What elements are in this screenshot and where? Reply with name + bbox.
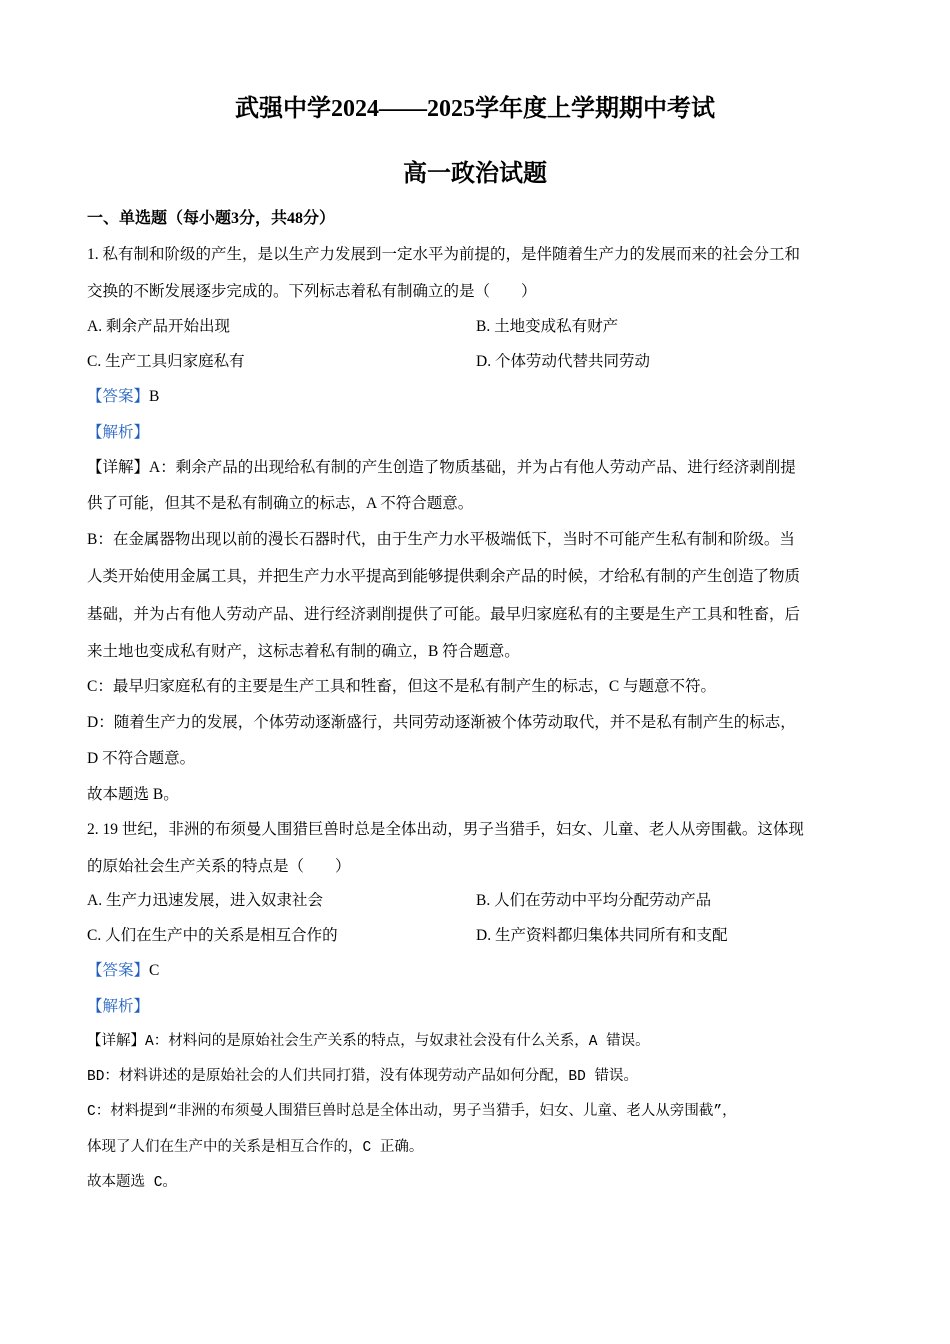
q2-stem-line: 2. 19 世纪，非洲的布须曼人围猎巨兽时总是全体出动，男子当猎手，妇女、儿童、老人从旁围截。这体现 xyxy=(87,821,804,838)
exam-title: 武强中学2024——2025学年度上学期期中考试 xyxy=(235,96,715,122)
q1-option-b: B. 土地变成私有财产 xyxy=(476,318,619,335)
q1-detail-line: D 不符合题意。 xyxy=(87,750,196,767)
q1-detail-line: B：在金属器物出现以前的漫长石器时代，由于生产力水平极端低下，当时不可能产生私有制和阶级。当 xyxy=(87,531,795,548)
q2-option-b: B. 人们在劳动中平均分配劳动产品 xyxy=(476,892,712,909)
q1-detail-line: 基础，并为占有他人劳动产品、进行经济剥削提供了可能。最早归家庭私有的主要是生产工具和牲畜，后 xyxy=(87,606,801,623)
q1-conclusion: 故本题选 B。 xyxy=(87,786,179,803)
q2-detail-line: BD：材料讲述的是原始社会的人们共同打猎，没有体现劳动产品如何分配，BD 错误。 xyxy=(87,1069,639,1085)
q1-option-c: C. 生产工具归家庭私有 xyxy=(87,353,245,370)
q1-detail-line: C：最早归家庭私有的主要是生产工具和牲畜，但这不是私有制产生的标志，C 与题意不符。 xyxy=(87,678,717,695)
q2-option-c: C. 人们在生产中的关系是相互合作的 xyxy=(87,927,338,944)
q1-stem-line: 交换的不断发展逐步完成的。下列标志着私有制确立的是（ ） xyxy=(87,283,537,300)
exam-subtitle: 高一政治试题 xyxy=(403,161,547,187)
answer-value: B xyxy=(149,388,160,405)
section-heading: 一、单选题（每小题3分，共48分） xyxy=(87,210,336,227)
q1-stem-line: 1. 私有制和阶级的产生，是以生产力发展到一定水平为前提的，是伴随着生产力的发展而来的社会分工和 xyxy=(87,246,801,263)
answer-tag: 【答案】 xyxy=(87,962,150,979)
q2-option-a: A. 生产力迅速发展，进入奴隶社会 xyxy=(87,892,323,909)
q1-detail-line: 【详解】A：剩余产品的出现给私有制的产生创造了物质基础，并为占有他人劳动产品、进行经济剥削提 xyxy=(87,459,796,476)
q1-detail-line: 供了可能，但其不是私有制确立的标志，A 不符合题意。 xyxy=(87,495,474,512)
q1-analysis-tag: 【解析】 xyxy=(87,424,150,441)
q2-stem-line: 的原始社会生产关系的特点是（ ） xyxy=(87,858,351,875)
q2-analysis-tag: 【解析】 xyxy=(87,998,150,1015)
q1-detail-line: D：随着生产力的发展，个体劳动逐渐盛行，共同劳动逐渐被个体劳动取代，并不是私有制产生的标志， xyxy=(87,714,796,731)
q1-option-d: D. 个体劳动代替共同劳动 xyxy=(476,353,650,370)
q1-answer xyxy=(87,386,159,408)
q1-detail-line: 来土地也变成私有财产，这标志着私有制的确立，B 符合题意。 xyxy=(87,643,520,660)
answer-tag: 【答案】 xyxy=(87,388,150,405)
q2-option-d: D. 生产资料都归集体共同所有和支配 xyxy=(476,927,728,944)
q2-detail-line: C：材料提到“非洲的布须曼人围猎巨兽时总是全体出动，男子当猎手，妇女、儿童、老人从旁围截”， xyxy=(87,1104,737,1120)
q2-conclusion: 故本题选 C。 xyxy=(87,1175,177,1191)
q2-detail-line: 【详解】A：材料问的是原始社会生产关系的特点，与奴隶社会没有什么关系，A 错误。 xyxy=(87,1034,650,1050)
answer-value: C xyxy=(149,962,160,979)
q1-option-a: A. 剩余产品开始出现 xyxy=(87,318,230,335)
q2-answer xyxy=(87,960,159,982)
q2-detail-line: 体现了人们在生产中的关系是相互合作的，C 正确。 xyxy=(87,1140,424,1156)
q1-detail-line: 人类开始使用金属工具，并把生产力水平提高到能够提供剩余产品的时候，才给私有制的产生创造了物质 xyxy=(87,568,801,585)
